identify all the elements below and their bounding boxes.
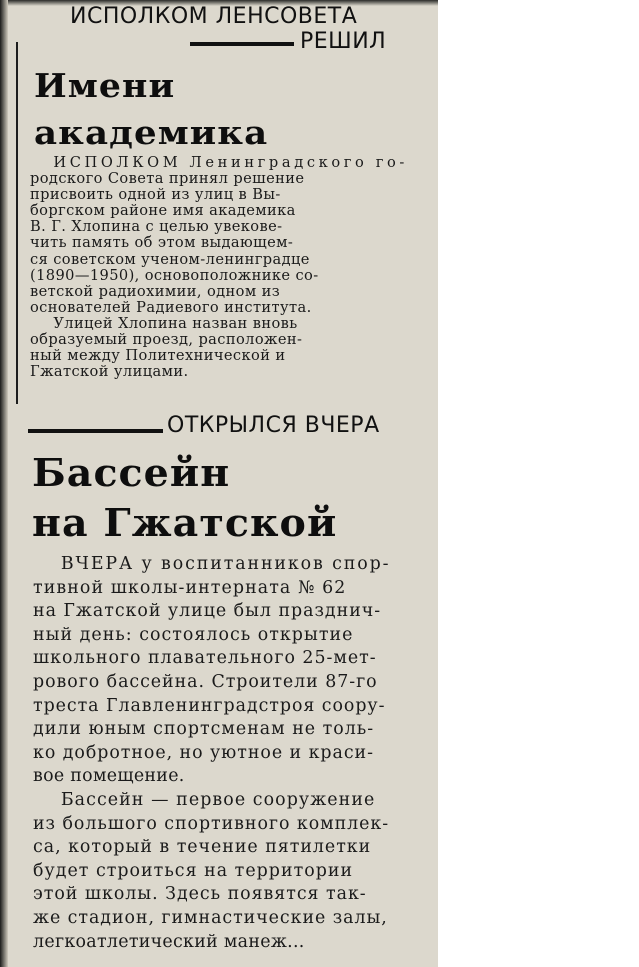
body-line: ИСПОЛКОМ Ленинградского го- [53,154,408,171]
body-line: вое помещение. [33,766,185,787]
body-line: ко добротное, но уютное и краси- [33,742,374,763]
body-line: Улицей Хлопина назван вновь [53,314,298,332]
body-line: ный между Политехнической и [30,347,286,365]
body-line: Гжатской улицами. [30,363,189,381]
article2-headline-line1: Бассейн [32,450,231,495]
body-line: школьного плавательного 25-мет- [33,648,377,669]
body-line: же стадион, гимнастические залы, [33,907,388,928]
body-line: на Гжатской улице был празднич- [33,601,382,622]
article2-kicker: ОТКРЫЛСЯ ВЧЕРА [167,413,380,438]
body-line: ВЧЕРА у воспитанников спор- [60,554,391,574]
body-line: ветской радиохимии, одном из [30,282,281,300]
body-line: ся советском ученом-ленинградце [30,250,310,268]
body-line: чить память об этом выдающем- [30,234,294,252]
body-line: этой школы. Здесь появятся так- [33,884,367,905]
scan-edge-left [0,0,8,967]
body-line: присвоить одной из улиц в Вы- [30,186,281,204]
body-line: легкоатлетический манеж... [33,931,305,952]
body-line: треста Главленинградстроя соору- [33,695,386,716]
body-line: образуемый проезд, расположен- [30,331,303,349]
body-line: основателей Радиевого института. [30,298,312,316]
article1-body [30,155,408,380]
body-line: рового бассейна. Строители 87-го [33,671,378,692]
body-line: (1890—1950), основоположнике со- [30,266,319,284]
body-line: ный день: состоялось открытие [33,624,354,645]
body-line: В. Г. Хлопина с целью увекове- [30,218,283,236]
column-frame-line [16,42,18,404]
body-line: Бассейн — первое сооружение [60,789,376,810]
article2-kicker-rule [28,429,163,433]
body-line: тивной школы-интерната № 62 [33,577,347,598]
body-line: будет строиться на территории [33,860,354,881]
body-line: родского Совета принял решение [30,170,305,188]
article1-kicker-line2: РЕШИЛ [300,29,387,54]
article1-headline-line1: Имени [34,66,176,105]
article1-kicker-rule [190,42,294,46]
body-line: дили юным спортсменам не толь- [33,719,375,740]
article1-kicker-line1: ИСПОЛКОМ ЛЕНСОВЕТА [70,4,358,29]
article2-body [33,553,390,954]
article2-headline-line2: на Гжатской [32,500,338,545]
body-line: из большого спортивного комплек- [33,813,390,834]
body-line: са, который в течение пятилетки [33,837,372,858]
article1-headline-line2: академика [34,113,269,152]
body-line: боргском районе имя академика [30,202,296,220]
